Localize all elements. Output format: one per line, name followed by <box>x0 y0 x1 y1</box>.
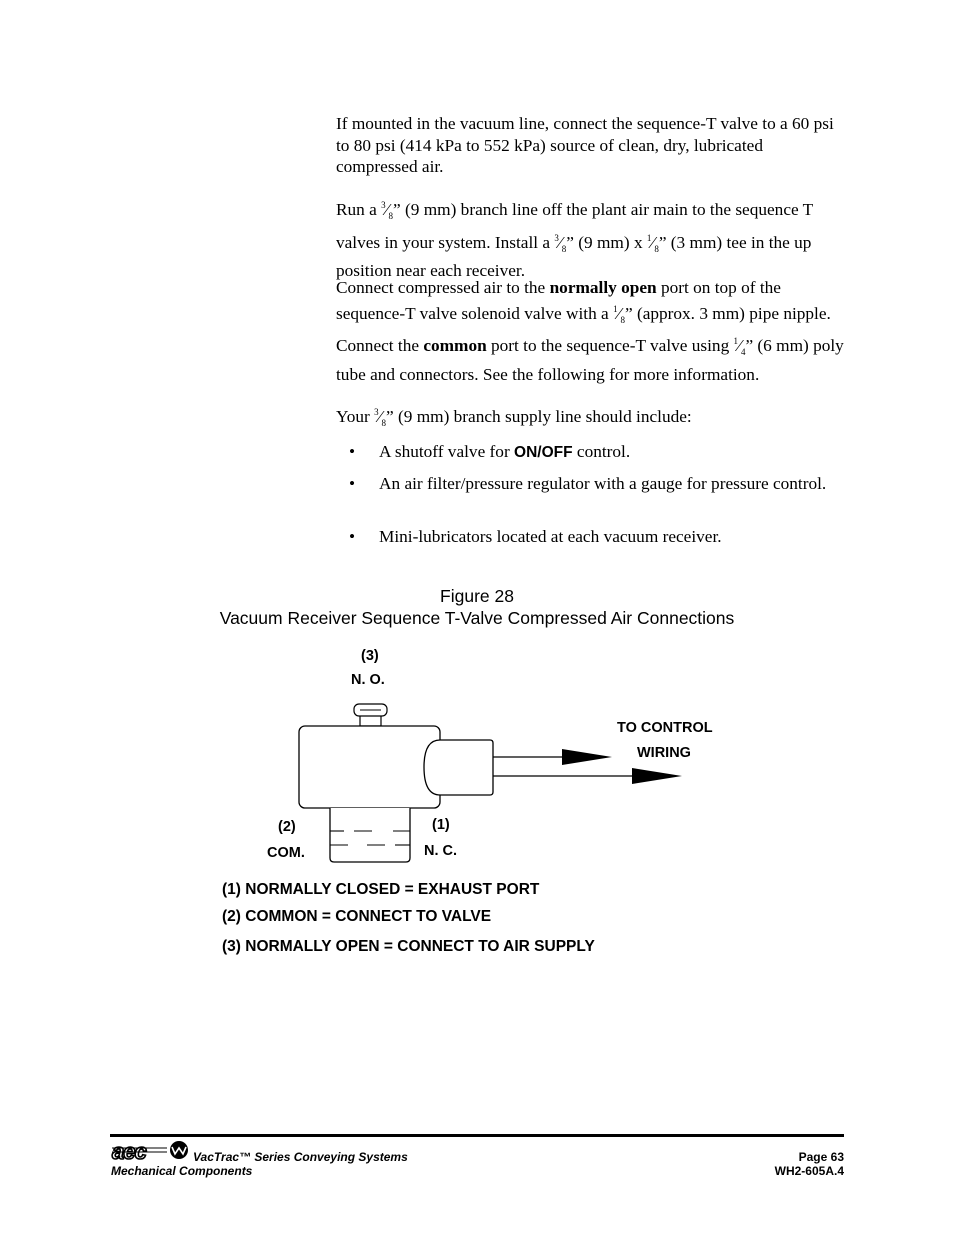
footer-rule <box>110 1134 844 1137</box>
fraction-numerator: 3 <box>381 200 386 210</box>
fraction-denominator: 8 <box>654 243 659 254</box>
bullet-marker: • <box>349 474 356 493</box>
text-run: Run a <box>336 199 382 219</box>
text-run: An air filter/pressure regulator with a gauge for pressure control. <box>379 474 827 493</box>
legend-item-1: (1) NORMALLY CLOSED = EXHAUST PORT <box>222 881 540 898</box>
text-run: ” (9 mm) branch supply line should include: <box>386 406 692 426</box>
figure-number: Figure 28 <box>440 586 514 606</box>
text-run: Mini-lubricators located at each vacuum receiver. <box>379 527 722 546</box>
fraction-numerator: 3 <box>554 232 559 243</box>
fraction-numerator: 3 <box>374 407 379 417</box>
solenoid-coil <box>424 740 493 795</box>
bold-text: normally open <box>549 278 657 297</box>
valve-body <box>299 726 440 808</box>
footer-section: Mechanical Components <box>111 1164 253 1178</box>
fraction-denominator: 8 <box>388 211 394 222</box>
wiring-label-line1: TO CONTROL <box>617 720 713 736</box>
svg-text:aec: aec <box>112 1139 146 1163</box>
aec-logo-icon <box>111 1139 191 1163</box>
bold-text: ON/OFF <box>514 444 573 461</box>
paragraph-text: Your $^3⁄_8$” (9 mm) branch supply line should include: <box>336 406 692 429</box>
port2-number: (2) <box>278 819 296 835</box>
paragraph-text: Connect compressed air to the normally open port on top of the sequence-T valve solenoid valve with a $^1⁄_8$” (approx. 3 mm) pipe nipple. Connect the common port to the sequence-T valve using $^1⁄_4$” (6 mm) poly tube and connectors. See the following for more information. <box>336 278 844 384</box>
text-run: control. <box>572 442 631 461</box>
text-run: ” (6 mm) poly tube and connectors. See the following for more information. <box>336 335 844 384</box>
text-run: ” (9 mm) branch line off the plant air main to the sequence T valves in your system. Install a <box>336 199 813 252</box>
footer-page-number: Page 63 <box>798 1150 844 1164</box>
wiring-label-line2: WIRING <box>637 745 691 761</box>
fraction-denominator: 8 <box>620 314 625 325</box>
paragraph-text: Run a $^3⁄_8$” (9 mm) branch line off the plant air main to the sequence T valves in your system. Install a $^3⁄_8$” (9 mm) x $^1⁄_8$” (3 mm) tee in the up position near each receiver. <box>336 199 813 281</box>
legend-item-3: (3) NORMALLY OPEN = CONNECT TO AIR SUPPLY <box>222 938 595 955</box>
text-run: port to the sequence-T valve using <box>486 335 734 355</box>
arrow-head-upper <box>562 749 612 765</box>
fraction-denominator: 4 <box>740 347 746 358</box>
legend-item-2: (2) COMMON = CONNECT TO VALVE <box>222 908 492 925</box>
fraction-numerator: 1 <box>613 303 618 314</box>
fraction-denominator: 8 <box>561 243 567 254</box>
bold-text: common <box>423 335 487 355</box>
fraction-numerator: 1 <box>733 336 739 347</box>
text-run: ” (9 mm) x <box>566 232 647 252</box>
text-run: ” (approx. 3 mm) pipe nipple. Connect the <box>336 303 831 355</box>
arrow-head-lower <box>632 768 682 784</box>
port1-number: (1) <box>432 817 450 833</box>
footer-product: VacTrac™ Series Conveying Systems <box>193 1150 408 1164</box>
port1-name: N. C. <box>424 843 458 859</box>
figure-title: Vacuum Receiver Sequence T-Valve Compressed Air Connections <box>219 608 735 628</box>
text-run: port on top of the sequence-T valve solenoid valve with a <box>336 278 781 323</box>
text-run: A shutoff valve for <box>379 442 515 461</box>
text-run: Your <box>336 406 375 426</box>
fraction-denominator: 8 <box>381 418 386 429</box>
bullet-marker: • <box>349 527 356 546</box>
port3-number: (3) <box>361 648 379 664</box>
port3-name: N. O. <box>351 672 385 688</box>
text-run: ” (3 mm) tee in the up position near each receiver. <box>336 232 812 281</box>
text-run: Connect compressed air to the <box>336 278 550 297</box>
bullet-marker: • <box>349 442 356 461</box>
footer-doc-id: WH2-605A.4 <box>774 1164 844 1178</box>
lower-port-body <box>330 808 410 862</box>
paragraph-text: If mounted in the vacuum line, connect the sequence-T valve to a 60 psi to 80 psi (414 kPa to 552 kPa) source of clean, dry, lubricated compressed air. <box>336 114 834 176</box>
port2-name: COM. <box>267 845 305 861</box>
fraction-numerator: 1 <box>646 232 652 243</box>
